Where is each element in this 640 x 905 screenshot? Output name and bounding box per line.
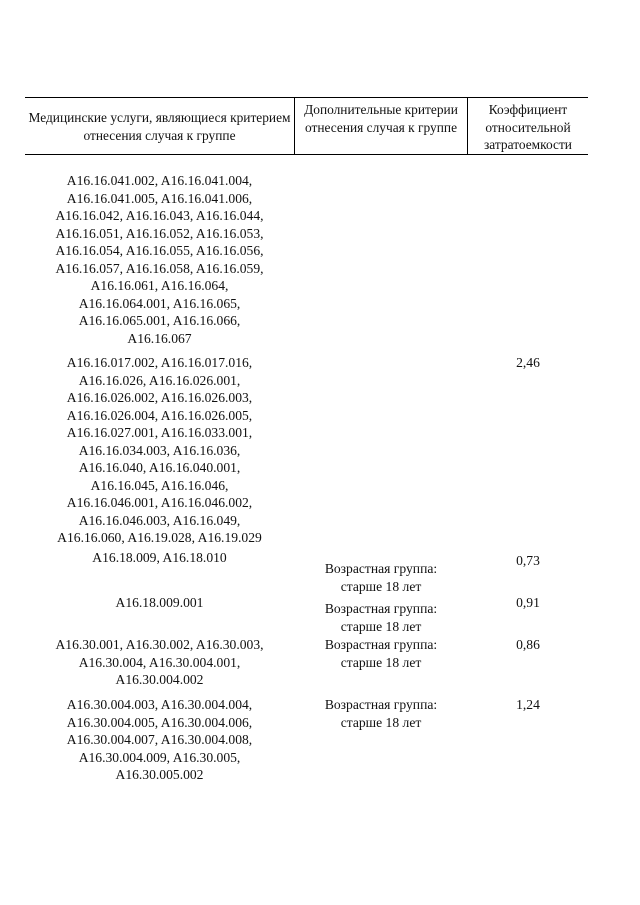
row-6-coefficient: 1,24	[516, 697, 540, 712]
header-coefficient: Коэффициент относительной затратоемкости	[484, 102, 572, 152]
row-3-criteria: Возрастная группа: старше 18 лет	[324, 561, 438, 594]
row-5-criteria: Возрастная группа: старше 18 лет	[324, 637, 438, 670]
row-3-services: A16.18.009, A16.18.010	[92, 550, 227, 565]
header-services: Медицинские услуги, являющиеся критерием отнесения случая к группе	[28, 110, 291, 143]
row-3-coefficient: 0,73	[516, 553, 540, 568]
header-bottom-rule	[25, 154, 588, 155]
row-1-services: A16.16.041.002, A16.16.041.004, A16.16.041.005, A16.16.041.006, A16.16.042, A16.16.043, A16.16.044, A16.16.051, A16.16.052, A16.16.053, A16.16.054, A16.16.055, A16.16.056, A16.16.057, A16.16.058, A16.16.059, A16.16.061, A16.16.064, A16.16.064.001, A16.16.065, A16.16.065.001, A16.16.066, A16.16.067	[55, 173, 264, 346]
row-4-coefficient: 0,91	[516, 595, 540, 610]
row-4-services: A16.18.009.001	[115, 595, 204, 610]
table-top-rule	[25, 97, 588, 98]
row-4-criteria: Возрастная группа: старше 18 лет	[324, 601, 438, 634]
row-5-services: A16.30.001, A16.30.002, A16.30.003, A16.30.004, A16.30.004.001, A16.30.004.002	[55, 637, 264, 687]
row-6-criteria: Возрастная группа: старше 18 лет	[324, 697, 438, 730]
row-2-coefficient: 2,46	[516, 355, 540, 370]
row-2-services: A16.16.017.002, A16.16.017.016, A16.16.026, A16.16.026.001, A16.16.026.002, A16.16.026.003, A16.16.026.004, A16.16.026.005, A16.16.027.001, A16.16.033.001, A16.16.034.003, A16.16.036, A16.16.040, A16.16.040.001, A16.16.045, A16.16.046, A16.16.046.001, A16.16.046.002, A16.16.046.003, A16.16.049, A16.16.060, A16.19.028, A16.19.029	[57, 355, 262, 545]
row-5-coefficient: 0,86	[516, 637, 540, 652]
row-6-services: A16.30.004.003, A16.30.004.004, A16.30.004.005, A16.30.004.006, A16.30.004.007, A16.30.004.008, A16.30.004.009, A16.30.005, A16.30.005.002	[66, 697, 253, 782]
header-criteria: Дополнительные критерии отнесения случая к группе	[304, 102, 458, 135]
